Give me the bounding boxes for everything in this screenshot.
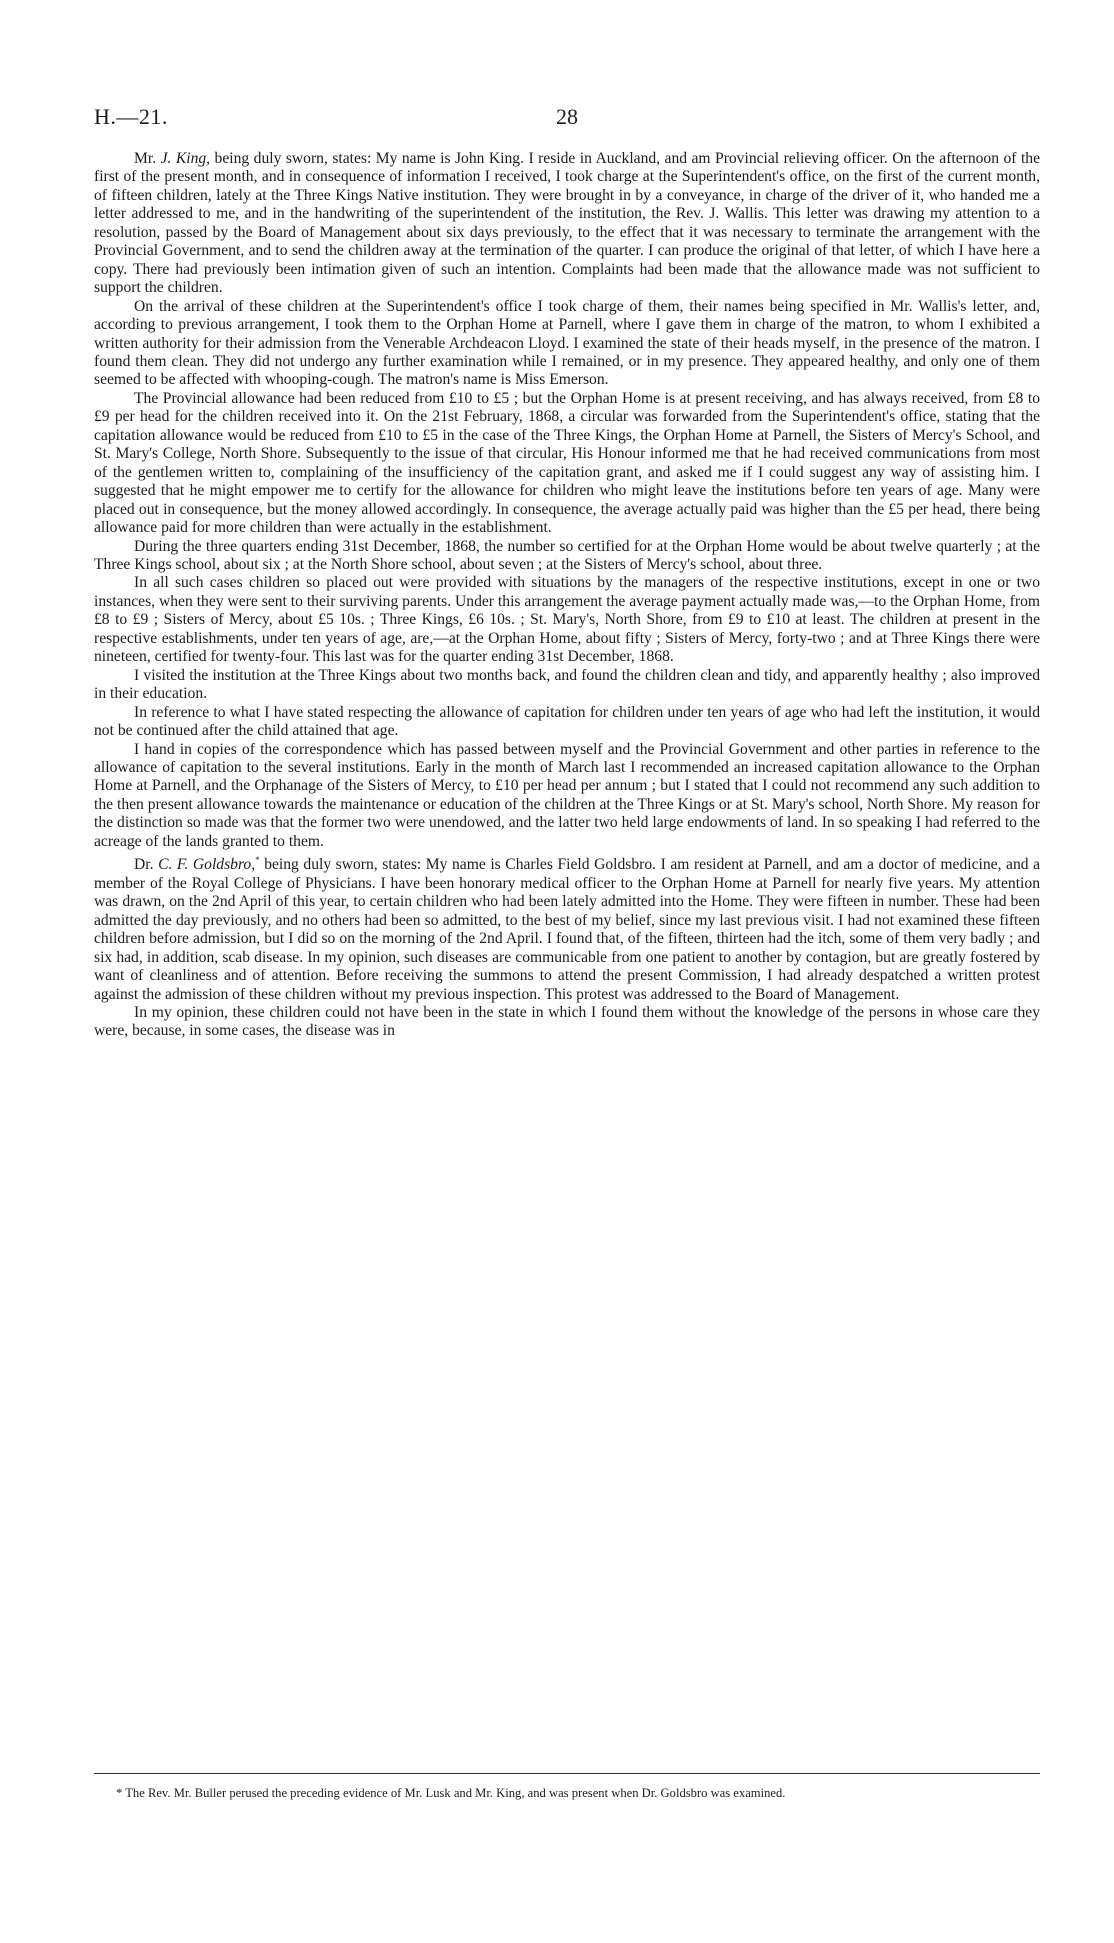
paragraph: On the arrival of these children at the Superintendent's office I took charge of them, their names being specified in Mr. Wallis's letter, and, according to previous arrangement, I took them to the Orphan Home at Parnell, where I gave them in charge of the matron, to whom I exhibited a written authority for their admission from the Venerable Archdeacon Lloyd. I examined the state of their heads myself, in the presence of the matron. I found them clean. They did not undergo any further examination while I remained, or in my presence. They appeared healthy, and only one of them seemed to be affected with whooping-cough. The matron's name is Miss Emerson. [94, 297, 1040, 389]
document-reference: H.—21. [94, 104, 168, 129]
paragraph: In all such cases children so placed out were provided with situations by the managers of the respective institutions, except in one or two instances, when they were sent to their surviving parents. Under this arrangement the average payment actually made was,—to the Orphan Home, from £8 to £9 ; Sisters of Mercy, about £5 10s. ; Three Kings, £6 10s. ; St. Mary's, North Shore, from £9 to £10 at least. The children at present in the respective establishments, under ten years of age, are,—at the Orphan Home, about fifty ; Sisters of Mercy, forty-two ; and at Three Kings there were nineteen, certified for twenty-four. This last was for the quarter ending 31st December, 1868. [94, 574, 1040, 666]
footnote-marker: * [255, 855, 260, 866]
speaker-title: Dr. [134, 856, 159, 874]
evidence-text [94, 150, 1040, 1041]
paragraph-text: being duly sworn, states: My name is Charles Field Goldsbro. I am resident at Parnell, and am a doctor of medicine, and a member of the Royal College of Physicians. I have been honorary medical officer to the Orphan Home at Parnell for nearly five years. My attention was drawn, on the 2nd April of this year, to certain children who had been lately admitted into the Home. They were fifteen in number. These had been admitted the day previously, and no others had been so admitted, to the best of my belief, since my last previous visit. I had not examined these fifteen children before admission, but I did so on the morning of the 2nd April. I found that, of the fifteen, thirteen had the itch, some of them very badly ; and six had, in addition, scab disease. In my opinion, such diseases are communicable from one patient to another by contagion, but are greatly fostered by want of cleanliness and of attention. Before receiving the summons to attend the present Commission, I had already despatched a written protest against the admission of these children without my previous inspection. This protest was addressed to the Board of Management. [94, 856, 1041, 1003]
footnote-divider [94, 1773, 1040, 1774]
paragraph-text: being duly sworn, states: My name is John King. I reside in Auckland, and am Provincial relieving officer. On the afternoon of the first of the present month, and in consequence of information I received, I took charge at the Superintendent's office, on the first of the current month, of fifteen children, lately at the Three Kings Native institution. They were brought in by a conveyance, in charge of the driver of it, who handed me a letter addressed to me, and in the handwriting of the superintendent of the institution, the Rev. J. Wallis. This letter was drawing my attention to a resolution, passed by the Board of Management about six days previously, to the effect that it was necessary to terminate the arrangement with the Provincial Government, and to send the children away at the termination of the quarter. I can produce the original of that letter, of which I have here a copy. There had previously been intimation given of such an intention. Complaints had been made that the allowance made was not sufficient to support the children. [94, 150, 1040, 297]
paragraph: I hand in copies of the correspondence which has passed between myself and the Provincial Government and other parties in reference to the allowance of capitation to the several institutions. Early in the month of March last I recommended an increased capitation allowance to the Orphan Home at Parnell, and the Orphanage of the Sisters of Mercy, to £10 per head per annum ; but I stated that I could not recommend any such addition to the then present allowance towards the maintenance or education of the children at the Three Kings or at St. Mary's school, North Shore. My reason for the distinction so made was that the former two were unendowed, and the latter two held large endowments of land. In so speaking I had referred to the acreage of the lands granted to them. [94, 740, 1040, 850]
speaker-name-goldsbro: C. F. Goldsbro, [158, 856, 256, 874]
speaker-name-king: J. King, [160, 150, 211, 167]
speaker-title: Mr. [134, 150, 161, 167]
footnote: * The Rev. Mr. Buller perused the preceding evidence of Mr. Lusk and Mr. King, and was present when Dr. Goldsbro was examined. [116, 1786, 786, 1800]
paragraph-king-evidence [94, 150, 1040, 298]
paragraph: The Provincial allowance had been reduced from £10 to £5 ; but the Orphan Home is at present receiving, and has always received, from £8 to £9 per head for the children received into it. On the 21st February, 1868, a circular was forwarded from the Superintendent's office, stating that the capitation allowance would be reduced from £10 to £5 in the case of the Three Kings, the Orphan Home at Parnell, the Sisters of Mercy's School, and St. Mary's College, North Shore. Subsequently to the issue of that circular, His Honour informed me that he had received communications from most of the gentlemen written to, complaining of the insufficiency of the capitation grant, and asked me if I could suggest any way of assisting him. I suggested that he might empower me to certify for the allowance for children who might leave the institutions before ten years of age. Many were placed out in consequence, but the money allowed accordingly. In consequence, the average actually paid was higher than the £5 per head, there being allowance paid for more children than were actually in the establishment. [94, 389, 1040, 537]
page-number: 28 [556, 104, 578, 129]
paragraph: I visited the institution at the Three Kings about two months back, and found the children clean and tidy, and apparently healthy ; also improved in their education. [94, 666, 1040, 703]
page-header [94, 104, 1040, 138]
paragraph-goldsbro-evidence [94, 851, 1040, 1004]
paragraph: In my opinion, these children could not have been in the state in which I found them without the knowledge of the persons in whose care they were, because, in some cases, the disease was in [94, 1004, 1040, 1040]
paragraph: In reference to what I have stated respecting the allowance of capitation for children under ten years of age who had left the institution, it would not be continued after the child attained that age. [94, 703, 1040, 740]
paragraph: During the three quarters ending 31st December, 1868, the number so certified for at the Orphan Home would be about twelve quarterly ; at the Three Kings school, about six ; at the North Shore school, about seven ; at the Sisters of Mercy's school, about three. [94, 537, 1040, 573]
